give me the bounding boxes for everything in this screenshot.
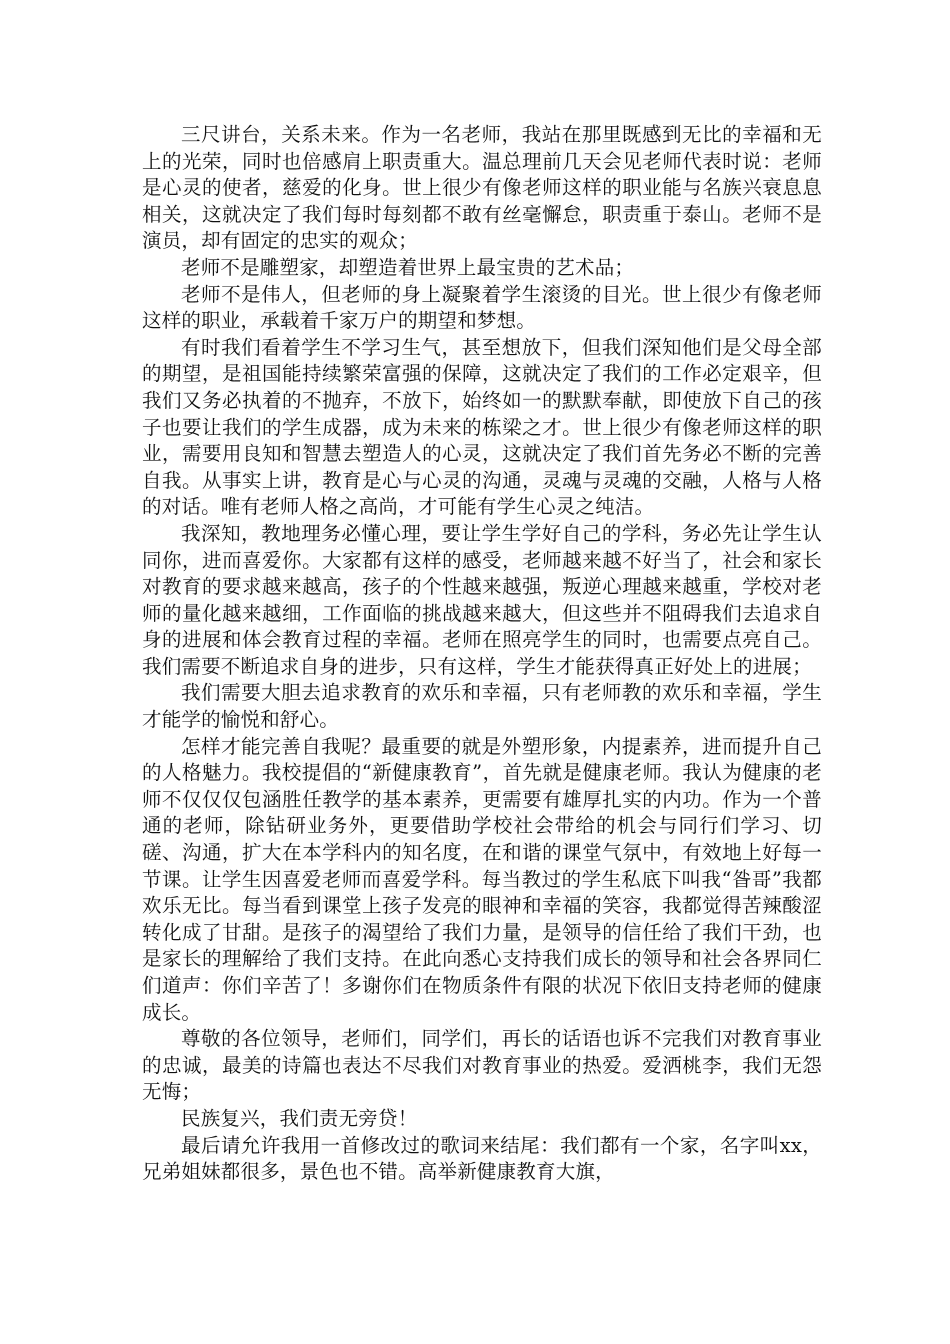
paragraph: 我们需要大胆去追求教育的欢乐和幸福，只有老师教的欢乐和幸福，学生才能学的愉悦和舒心。 (142, 681, 822, 732)
paragraph: 尊敬的各位领导，老师们，同学们，再长的话语也诉不完我们对教育事业的忠诚，最美的诗篇也表达不尽我们对教育事业的热爱。爱洒桃李，我们无怨无悔； (142, 1027, 822, 1104)
paragraph: 老师不是伟人，但老师的身上凝聚着学生滚烫的目光。世上很少有像老师这样的职业，承载着千家万户的期望和梦想。 (142, 282, 822, 333)
paragraph: 最后请允许我用一首修改过的歌词来结尾：我们都有一个家，名字叫xx，兄弟姐妹都很多，景色也不错。高举新健康教育大旗， (142, 1133, 822, 1184)
paragraph: 有时我们看着学生不学习生气，甚至想放下，但我们深知他们是父母全部的期望，是祖国能持续繁荣富强的保障，这就决定了我们的工作必定艰辛，但我们又务必执着的不抛弃，不放下，始终如一的默默奉献，即使放下自己的孩子也要让我们的学生成器，成为未来的栋梁之才。世上很少有像老师这样的职业，需要用良知和智慧去塑造人的心灵，这就决定了我们首先务必不断的完善自我。从事实上讲，教育是心与心灵的沟通，灵魂与灵魂的交融，人格与人格的对话。唯有老师人格之高尚，才可能有学生心灵之纯洁。 (142, 335, 822, 519)
paragraph: 怎样才能完善自我呢？最重要的就是外塑形象，内提素养，进而提升自己的人格魅力。我校提倡的“新健康教育”，首先就是健康老师。我认为健康的老师不仅仅仅包涵胜任教学的基本素养，更需要有雄厚扎实的内功。作为一个普通的老师，除钻研业务外，更要借助学校社会带给的机会与同行们学习、切磋、沟通，扩大在本学科内的知名度，在和谐的课堂气氛中，有效地上好每一节课。让学生因喜爱老师而喜爱学科。每当教过的学生私底下叫我“昝哥”我都欢乐无比。每当看到课堂上孩子发亮的眼神和幸福的笑容，我都觉得苦辣酸涩转化成了甘甜。是孩子的渴望给了我们力量，是领导的信任给了我们干劲，也是家长的理解给了我们支持。在此向悉心支持我们成长的领导和社会各界同仁们道声：你们辛苦了！多谢你们在物质条件有限的状况下依旧支持老师的健康成长。 (142, 734, 822, 1024)
paragraph: 三尺讲台，关系未来。作为一名老师，我站在那里既感到无比的幸福和无上的光荣，同时也倍感肩上职责重大。温总理前几天会见老师代表时说：老师是心灵的使者，慈爱的化身。世上很少有像老师这样的职业能与名族兴衰息息相关，这就决定了我们每时每刻都不敢有丝毫懈怠，职责重于泰山。老师不是演员，却有固定的忠实的观众； (142, 123, 822, 253)
document-body (142, 122, 822, 1186)
paragraph: 我深知，教地理务必懂心理，要让学生学好自己的学科，务必先让学生认同你，进而喜爱你。大家都有这样的感受，老师越来越不好当了，社会和家长对教育的要求越来越高，孩子的个性越来越强，叛逆心理越来越重，学校对老师的量化越来越细，工作面临的挑战越来越大，但这些并不阻碍我们去追求自身的进展和体会教育过程的幸福。老师在照亮学生的同时，也需要点亮自己。我们需要不断追求自身的进步，只有这样，学生才能获得真正好处上的进展； (142, 521, 822, 678)
paragraph: 民族复兴，我们责无旁贷！ (181, 1106, 418, 1130)
paragraph: 老师不是雕塑家，却塑造着世界上最宝贵的艺术品； (181, 255, 635, 279)
